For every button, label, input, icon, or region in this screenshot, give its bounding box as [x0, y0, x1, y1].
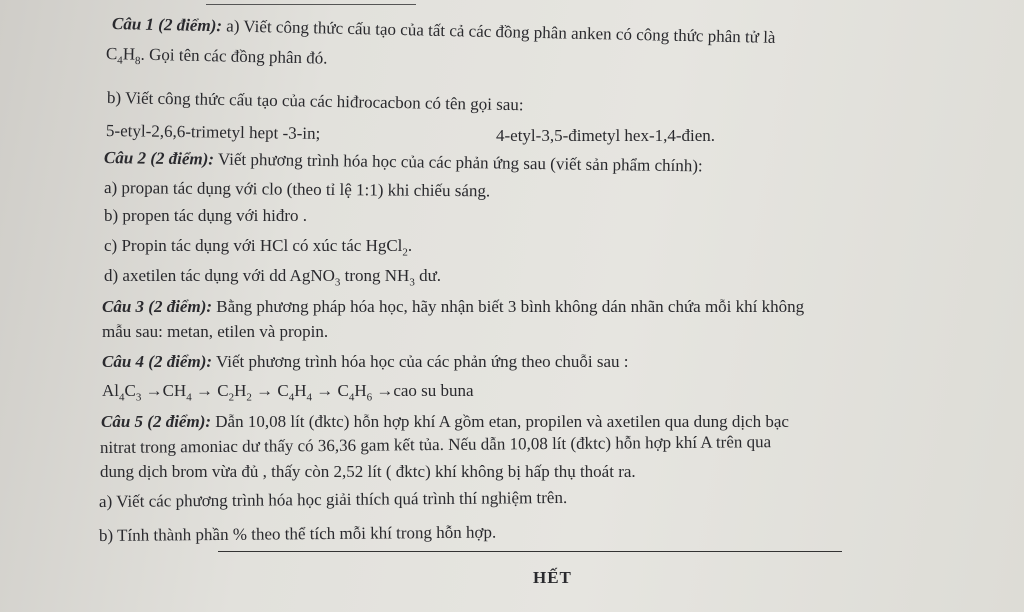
q3-line1: [102, 297, 804, 317]
q1-formula: $C_4H_8$: [105, 44, 141, 68]
q3-label: Câu 3 (2 điểm):: [102, 297, 213, 316]
q1-name2: 4-etyl-3,5-đimetyl hex-1,4-đien.: [496, 126, 716, 145]
q1-a-text: a) Viết công thức cấu tạo của tất cả các đồng phân anken có công thức phân tử là: [221, 16, 776, 47]
q1-line-a-cont: [106, 44, 328, 69]
q4-chain-end: cao su buna: [393, 381, 474, 400]
q2-c-text: c) Propin tác dụng với HCl có xúc tác HgCl: [104, 236, 403, 255]
q5-text1: Dẫn 10,08 lít (đktc) hỗn hợp khí A gồm etan, propilen và axetilen qua dung dịch bạc: [211, 412, 789, 431]
q4-line: [102, 352, 629, 372]
q3-text1: Bằng phương pháp hóa học, hãy nhận biết 3 bình không dán nhãn chứa mỗi khí không: [212, 297, 805, 316]
q2-a: a) propan tác dụng với clo (theo tỉ lệ 1:1) khi chiếu sáng.: [103, 178, 491, 201]
q2-label: Câu 2 (2 điểm):: [103, 148, 215, 169]
q2-d-post: dư.: [414, 266, 442, 285]
q1-name1: 5-etyl-2,6,6-trimetyl hept -3-in;: [105, 121, 321, 143]
q5-line3: dung dịch brom vừa đủ , thấy còn 2,52 lít ( đktc) khí không bị hấp thụ thoát ra.: [100, 462, 636, 481]
end-marker: HẾT: [533, 568, 572, 587]
q1-a-cont-text: . Gọi tên các đồng phân đó.: [140, 44, 328, 68]
q5-line1: [101, 412, 789, 432]
q2-d-pre: d) axetilen tác dụng với dd AgNO: [104, 266, 335, 285]
q2-c: c) Propin tác dụng với HCl có xúc tác HgCl$_2$.: [104, 236, 413, 259]
q2-d-mid: trong NH: [340, 266, 410, 285]
q5-b: b) Tính thành phần % theo thể tích mỗi khí trong hỗn hợp.: [98, 522, 497, 545]
q5-label: Câu 5 (2 điểm):: [101, 412, 212, 431]
q5-line2: nitrat trong amoniac dư thấy có 36,36 gam kết tủa. Nếu dẫn 10,08 lít (đktc) hỗn hợp khí A trên qua: [99, 432, 772, 457]
q4-chain: $Al_4C_3 \to CH_4 \to C_2H_2 \to C_4H_4 \to C_4H_6 \to cao$ su buna: [102, 381, 474, 404]
q2-line-intro: [104, 148, 703, 176]
q5-a: a) Viết các phương trình hóa học giải thích quá trình thí nghiệm trên.: [98, 487, 568, 511]
q1-line-b: b) Viết công thức cấu tạo của các hiđrocacbon có tên gọi sau:: [106, 88, 524, 115]
bottom-divider: [218, 551, 842, 552]
q4-label: Câu 4 (2 điểm):: [102, 352, 213, 371]
q4-text: Viết phương trình hóa học của các phản ứng theo chuỗi sau :: [212, 352, 629, 371]
q1-line-a: [112, 14, 776, 48]
top-divider: [206, 4, 416, 5]
q2-b: b) propen tác dụng với hiđro .: [104, 206, 308, 225]
q2-intro: Viết phương trình hóa học của các phản ứng sau (viết sản phẩm chính):: [213, 149, 703, 176]
q3-line2: mẫu sau: metan, etilen và propin.: [102, 322, 329, 341]
q2-d: d) axetilen tác dụng với dd AgNO$_3$ trong $NH_3$ dư.: [104, 266, 442, 289]
q1-label: Câu 1 (2 điểm):: [111, 14, 223, 36]
